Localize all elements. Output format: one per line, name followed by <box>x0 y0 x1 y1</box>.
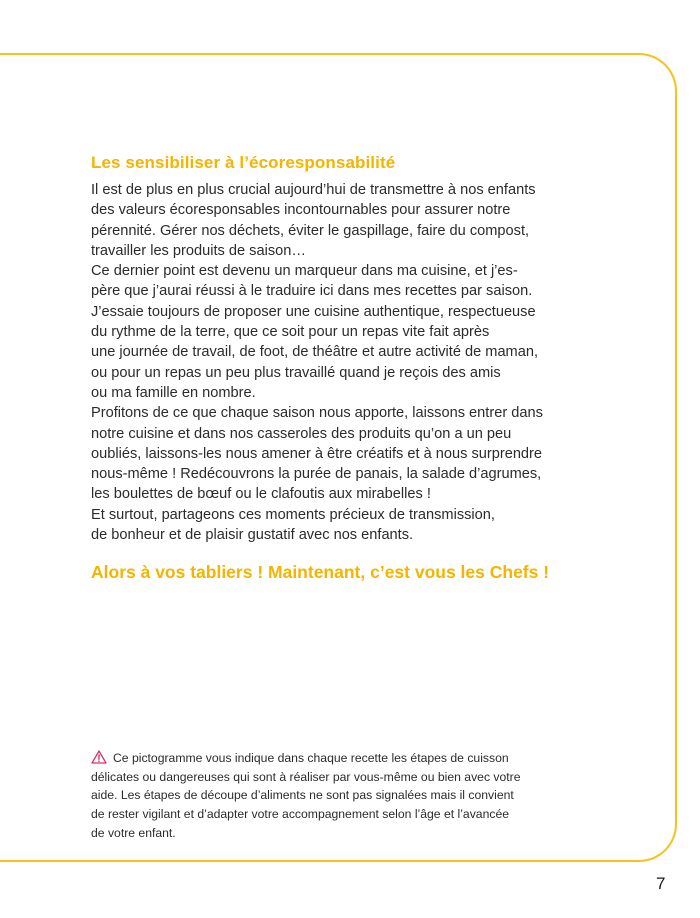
section-heading: Les sensibiliser à l’écoresponsabilité <box>91 153 396 172</box>
body-line: du rythme de la terre, que ce soit pour un repas vite fait après <box>91 324 490 341</box>
body-line: pérennité. Gérer nos déchets, éviter le gaspillage, faire du compost, <box>91 222 530 239</box>
note-line: délicates ou dangereuses qui sont à réaliser par vous-même ou bien avec votre <box>91 769 521 784</box>
body-line: une journée de travail, de foot, de théâtre et autre activité de maman, <box>91 344 539 361</box>
body-line: des valeurs écoresponsables incontournables pour assurer notre <box>91 202 511 219</box>
body-line: père que j’aurai réussi à le traduire ici dans mes recettes par saison. <box>91 283 533 300</box>
note-line: aide. Les étapes de découpe d’aliments ne sont pas signalées mais il convient <box>91 788 514 803</box>
safety-note <box>91 749 591 843</box>
page-number: 7 <box>656 874 666 893</box>
body-line: Profitons de ce que chaque saison nous apporte, laissons entrer dans <box>91 405 543 422</box>
body-line: de bonheur et de plaisir gustatif avec nos enfants. <box>91 527 414 544</box>
body-line: nous-même ! Redécouvrons la purée de panais, la salade d’agrumes, <box>91 466 542 483</box>
body-line: travailler les produits de saison… <box>91 242 306 259</box>
body-line: les boulettes de bœuf ou le clafoutis aux mirabelles ! <box>91 486 431 503</box>
body-paragraph <box>91 180 591 545</box>
body-line: J’essaie toujours de proposer une cuisine authentique, respectueuse <box>91 303 536 320</box>
body-line: oubliés, laissons-les nous amener à être créatifs et à nous surprendre <box>91 445 543 462</box>
note-line: de rester vigilant et d’adapter votre accompagnement selon l’âge et l’avancée <box>91 807 510 822</box>
closing-line: Alors à vos tabliers ! Maintenant, c’est vous les Chefs ! <box>91 562 550 582</box>
body-line: ou pour un repas un peu plus travaillé quand je reçois des amis <box>91 364 501 381</box>
body-line: Il est de plus en plus crucial aujourd’hui de transmettre à nos enfants <box>91 182 536 198</box>
body-line: notre cuisine et dans nos casseroles des produits qu’on a un peu <box>91 425 512 442</box>
note-line: de votre enfant. <box>91 825 176 840</box>
note-text: Ce pictogramme vous indique dans chaque recette les étapes de cuisson <box>113 751 509 765</box>
body-line: Ce dernier point est devenu un marqueur dans ma cuisine, et j’es- <box>91 263 518 280</box>
warning-triangle-icon <box>91 750 107 764</box>
body-line: Et surtout, partageons ces moments précieux de transmission, <box>91 506 495 523</box>
body-line: ou ma famille en nombre. <box>91 384 256 401</box>
note-line <box>91 749 591 768</box>
